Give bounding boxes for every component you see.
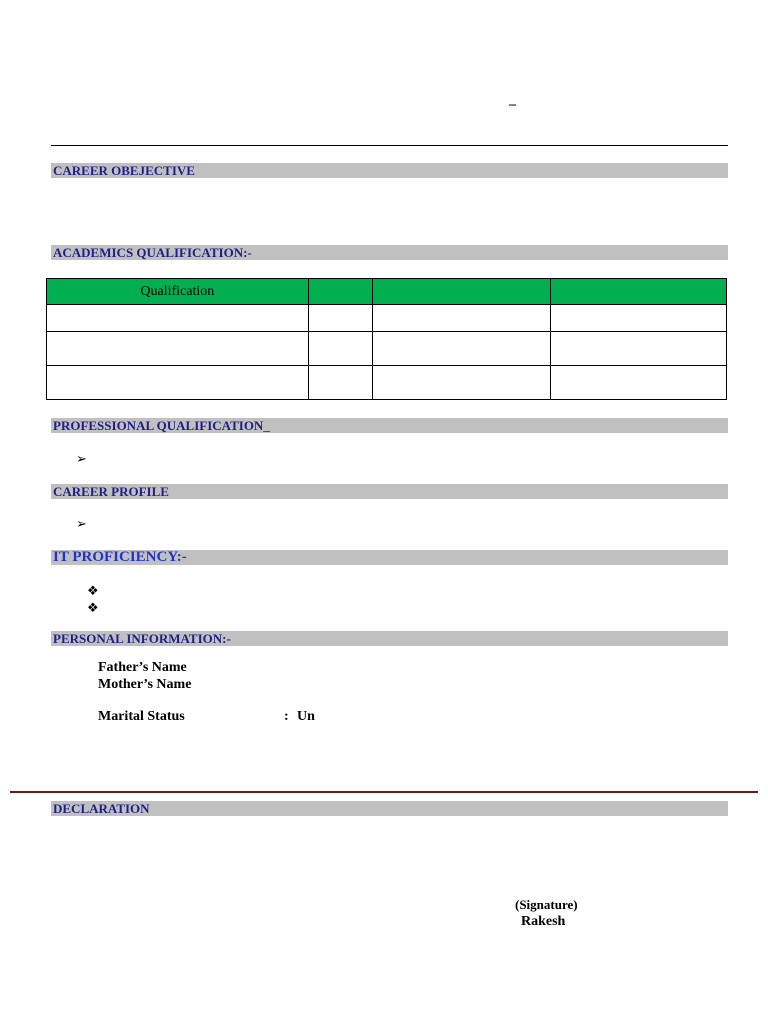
academics-table: [46, 278, 727, 400]
table-row: [47, 332, 727, 366]
table-header-cell: Qualification: [47, 279, 309, 305]
diamond-bullet-icon: ❖: [87, 600, 99, 615]
section-title-personal-info: PERSONAL INFORMATION:-: [53, 631, 231, 646]
section-bar-professional: [51, 418, 728, 433]
signature-name: Rakesh: [521, 914, 566, 929]
table-cell: [308, 366, 372, 400]
section-title-professional: [53, 418, 270, 433]
bottom-divider: [10, 791, 758, 793]
section-title-it-proficiency: IT PROFICIENCY:-: [53, 549, 187, 565]
marital-status-colon: :: [284, 709, 289, 724]
father-name-label: Father’s Name: [98, 660, 187, 675]
diamond-bullet-icon: ❖: [87, 583, 99, 598]
section-title-career-objective: CAREER OBEJECTIVE: [53, 163, 195, 178]
header-dash: –: [509, 97, 516, 112]
table-cell: [372, 366, 551, 400]
table-row: [47, 366, 727, 400]
table-cell: [308, 305, 372, 332]
section-bar-career-objective: [51, 163, 728, 178]
section-bar-personal-info: [51, 631, 728, 646]
section-bar-academics: [51, 245, 728, 260]
arrow-bullet-icon: ➢: [76, 451, 87, 466]
table-header-cell: [372, 279, 551, 305]
table-row: [47, 305, 727, 332]
section-title-professional-text: PROFESSIONAL QUALIFICATION: [53, 418, 264, 433]
table-cell: [372, 305, 551, 332]
table-header-cell: [308, 279, 372, 305]
section-bar-declaration: [51, 801, 728, 816]
table-cell: [372, 332, 551, 366]
table-header-row: [47, 279, 727, 305]
table-cell: [47, 305, 309, 332]
table-cell: [47, 332, 309, 366]
section-title-professional-suffix: _: [263, 418, 270, 433]
arrow-bullet-icon: ➢: [76, 516, 87, 531]
top-divider: [51, 145, 728, 146]
section-title-declaration: DECLARATION: [53, 801, 150, 816]
table-cell: [551, 305, 727, 332]
table-header-cell: [551, 279, 727, 305]
table-cell: [308, 332, 372, 366]
table-cell: [551, 366, 727, 400]
section-title-academics: ACADEMICS QUALIFICATION:-: [53, 245, 252, 260]
section-title-career-profile: CAREER PROFILE: [53, 484, 169, 499]
table-cell: [47, 366, 309, 400]
section-bar-it-proficiency: [51, 550, 728, 565]
marital-status-value: Un: [297, 709, 315, 724]
table-cell: [551, 332, 727, 366]
marital-status-label: Marital Status: [98, 709, 185, 724]
section-bar-career-profile: [51, 484, 728, 499]
mother-name-label: Mother’s Name: [98, 677, 192, 692]
signature-label: (Signature): [515, 897, 578, 912]
